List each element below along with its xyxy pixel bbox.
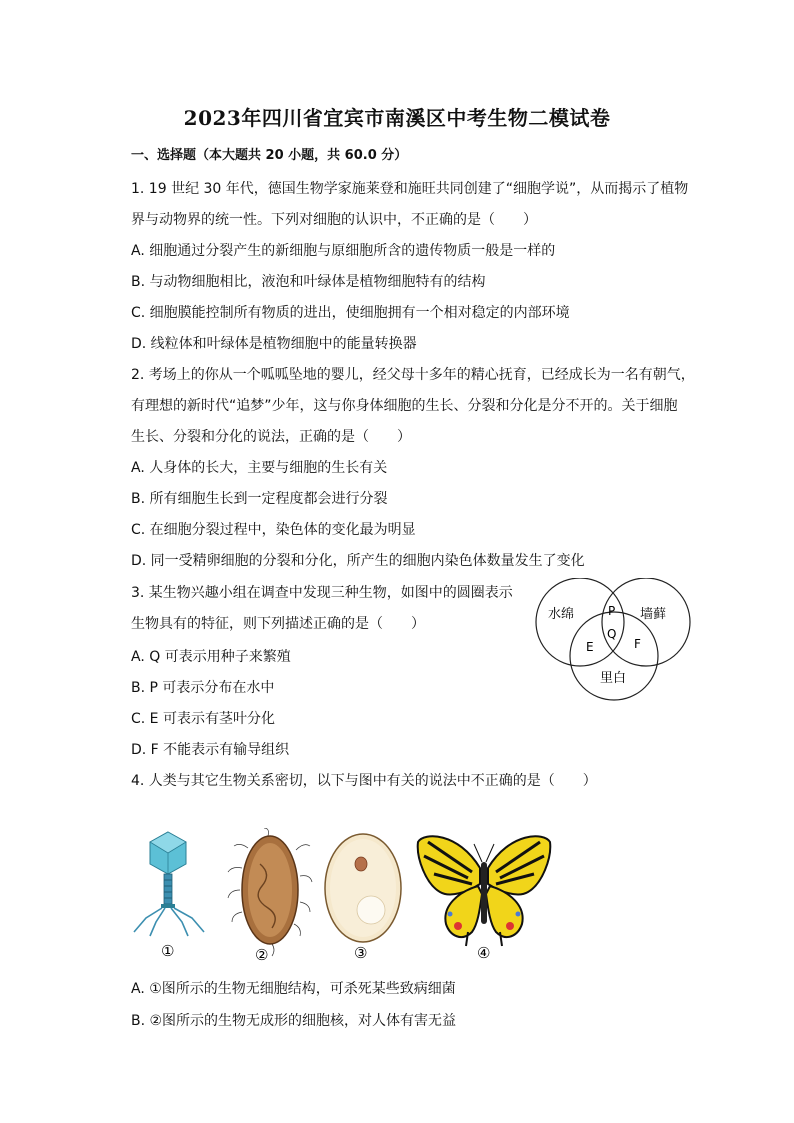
- q1-stem-line1: 1. 19 世纪 30 年代，德国生物学家施莱登和施旺共同创建了“细胞学说”，从而揭示了植物: [131, 181, 689, 197]
- venn-circle-shuimian: [536, 578, 624, 666]
- page-title: 2023年四川省宜宾市南溪区中考生物二模试卷: [183, 106, 611, 130]
- bacteriophage-illustration: [134, 832, 204, 936]
- venn-circle-qiangxian: [602, 578, 690, 666]
- figure-label-2: ②: [255, 946, 269, 964]
- venn-label-libai: 里白: [600, 671, 627, 686]
- q3-option-b: B. P 可表示分布在水中: [131, 680, 275, 696]
- q2-option-b: B. 所有细胞生长到一定程度都会进行分裂: [131, 491, 388, 507]
- q1-stem-line2: 界与动物界的统一性。下列对细胞的认识中，不正确的是（ ）: [131, 212, 537, 228]
- q4-stem-line1: 4. 人类与其它生物关系密切，以下与图中有关的说法中不正确的是（ ）: [131, 773, 597, 789]
- q2-stem-line3: 生长、分裂和分化的说法，正确的是（ ）: [131, 429, 411, 445]
- q2-stem-line1: 2. 考场上的你从一个呱呱坠地的婴儿，经父母十多年的精心抚育，已经成长为一名有朝气，: [131, 367, 695, 383]
- venn-label-shuimian: 水绵: [548, 607, 575, 622]
- butterfly-illustration: [418, 836, 551, 946]
- organism-figures: [128, 828, 568, 968]
- venn-circle-libai: [570, 612, 658, 700]
- q3-stem-line2: 生物具有的特征，则下列描述正确的是（ ）: [131, 616, 425, 632]
- venn-region-q: Q: [607, 627, 617, 641]
- q1-option-c: C. 细胞膜能控制所有物质的进出，使细胞拥有一个相对稳定的内部环境: [131, 305, 570, 321]
- venn-diagram: [528, 578, 694, 702]
- q2-option-a: A. 人身体的长大，主要与细胞的生长有关: [131, 460, 388, 476]
- q2-option-c: C. 在细胞分裂过程中，染色体的变化最为明显: [131, 522, 416, 538]
- figure-label-1: ①: [161, 942, 175, 960]
- venn-region-p: P: [608, 604, 616, 618]
- q1-option-b: B. 与动物细胞相比，液泡和叶绿体是植物细胞特有的结构: [131, 274, 486, 290]
- q3-stem-line1: 3. 某生物兴趣小组在调查中发现三种生物，如图中的圆圈表示: [131, 585, 513, 601]
- section-heading: 一、选择题（本大题共 20 小题，共 60.0 分）: [131, 148, 408, 163]
- q2-option-d: D. 同一受精卵细胞的分裂和分化，所产生的细胞内染色体数量发生了变化: [131, 553, 585, 569]
- q3-option-c: C. E 可表示有茎叶分化: [131, 711, 275, 727]
- yeast-cell-illustration: [325, 834, 401, 942]
- venn-region-e: E: [586, 640, 594, 654]
- q1-option-a: A. 细胞通过分裂产生的新细胞与原细胞所含的遗传物质一般是一样的: [131, 243, 556, 259]
- q4-option-a: A. ①图所示的生物无细胞结构，可杀死某些致病细菌: [131, 981, 456, 997]
- q3-option-d: D. F 不能表示有输导组织: [131, 742, 290, 758]
- venn-region-f: F: [634, 637, 641, 651]
- bacterium-illustration: [228, 828, 312, 956]
- figure-label-4: ④: [477, 944, 491, 962]
- venn-label-qiangxian: 墙藓: [640, 607, 667, 622]
- figure-label-3: ③: [354, 944, 368, 962]
- q3-option-a: A. Q 可表示用种子来繁殖: [131, 649, 291, 665]
- q4-option-b: B. ②图所示的生物无成形的细胞核，对人体有害无益: [131, 1013, 457, 1029]
- q1-option-d: D. 线粒体和叶绿体是植物细胞中的能量转换器: [131, 336, 417, 352]
- q2-stem-line2: 有理想的新时代“追梦”少年，这与你身体细胞的生长、分裂和分化是分不开的。关于细胞: [131, 398, 678, 414]
